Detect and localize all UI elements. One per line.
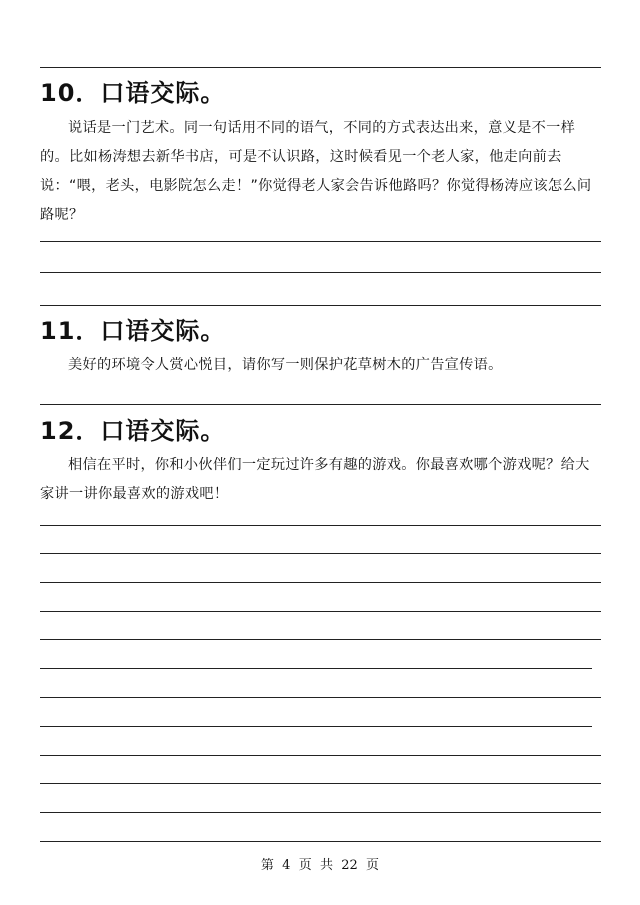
top-rule xyxy=(40,67,601,68)
page-number-footer: 第 4 页 共 22 页 xyxy=(260,858,380,873)
answer-line[interactable] xyxy=(40,668,592,669)
answer-line[interactable] xyxy=(40,726,592,727)
answer-line[interactable] xyxy=(40,639,601,640)
answer-line[interactable] xyxy=(40,755,601,756)
answer-line[interactable] xyxy=(40,272,601,273)
question-10-heading: 10．口语交际。 xyxy=(40,79,226,107)
answer-line[interactable] xyxy=(40,241,601,242)
answer-line[interactable] xyxy=(40,582,601,583)
question-11-text: 美好的环境令人赏心悦目，请你写一则保护花草树木的广告宣传语。 xyxy=(68,357,503,373)
question-12-heading: 12．口语交际。 xyxy=(40,417,226,445)
answer-line[interactable] xyxy=(40,783,601,784)
answer-line[interactable] xyxy=(40,525,601,526)
question-10-text: 说话是一门艺术。同一句话用不同的语气，不同的方式表达出来，意义是不一样的。比如杨涛想去新华书店，可是不认识路，这时候看见一个老人家，他走向前去说：“喂，老头，电影院怎么走！”你觉得老人家会告诉他路吗？你觉得杨涛应该怎么问路呢？ xyxy=(40,120,592,223)
question-12-text: 相信在平时，你和小伙伴们一定玩过许多有趣的游戏。你最喜欢哪个游戏呢？给大家讲一讲你最喜欢的游戏吧！ xyxy=(40,457,590,502)
answer-line[interactable] xyxy=(40,305,601,306)
answer-line[interactable] xyxy=(40,553,601,554)
answer-line[interactable] xyxy=(40,611,601,612)
answer-line[interactable] xyxy=(40,812,601,813)
answer-line[interactable] xyxy=(40,697,601,698)
question-11-heading: 11．口语交际。 xyxy=(40,317,226,345)
answer-line[interactable] xyxy=(40,841,601,842)
answer-line[interactable] xyxy=(40,404,601,405)
